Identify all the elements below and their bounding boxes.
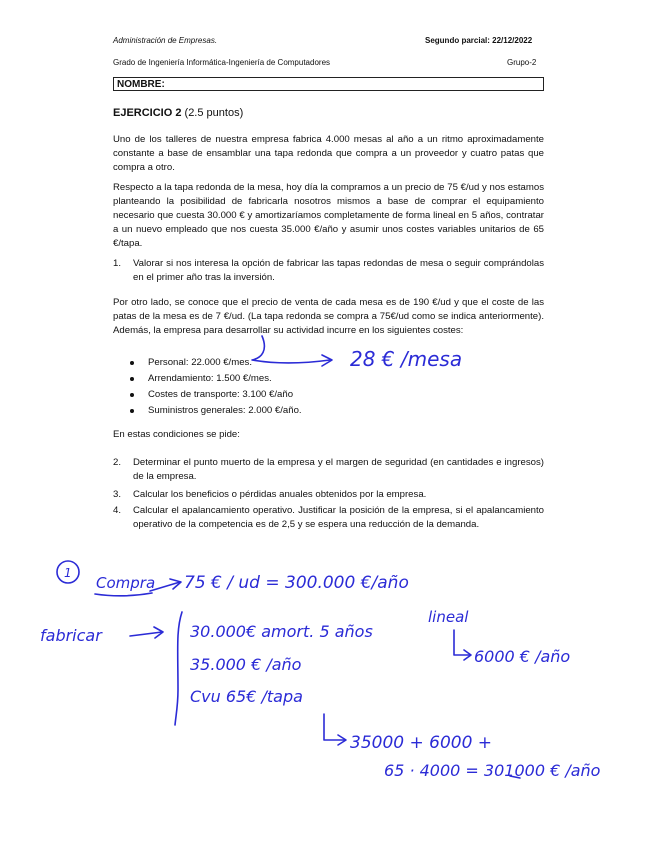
name-label: NOMBRE: xyxy=(117,79,165,90)
group-label: Grupo-2 xyxy=(507,58,537,67)
paragraph-intro: Uno de los talleres de nuestra empresa fabrica 4.000 mesas al año a un ritmo aproximadamente constante a base de ensamblar una tapa redonda que compra a un proveedor y cuatro patas que compra a otro. xyxy=(113,134,544,173)
exercise-title xyxy=(113,107,243,119)
fabricar-line-3: Cvu 65€ /tapa xyxy=(190,687,303,706)
exam-page: Administración de Empresas. Segundo parcial: 22/12/2022 Grado de Ingeniería Informática-Ingeniería de Computadores Grupo-2 NOMBRE: EJERCICIO 2 (2.5 puntos) Uno de los talleres de nuestra empresa fabrica 4.000 mesas al año a un ritmo aproximadamente constante a base de ensamblar una tapa redonda que compra a un proveedor y cuatro patas que compra a otro. Respecto a la tapa redonda de la mesa, hoy día la compramos a un precio de 75 €/ud y nos estamos planteando la posibilidad de fabricarla nosotros mismos a base de comprar el equipamiento necesario que cuesta 30.000 € y amortizaríamos completamente de forma lineal en 5 años, contratar a un nuevo empleado que nos cuesta 35.000 €/año y asumir unos costes variables unitarios de 65 €/tapa. 1. Valorar si nos interesa la opción de fabricar las tapas redondas de mesa o seguir comprándolas en el primer año tras la inversión. Por otro lado, se conoce que el precio de venta de cada mesa es de 190 €/ud y que el coste de las patas de la mesa es de 7 €/ud. (La tapa redonda se compra a 75€/ud como se indica anteriormente). Además, la empresa para desarrollar su actividad incurre en los siguientes costes: Personal: 22.000 €/mes. Arrendamiento: 1.500 €/mes. Costes de transporte: 3.100 €/año Suministros generales: 2.000 €/año. En estas condiciones se pide: 2. Determinar el punto muerto de la empresa y el margen de seguridad (en cantidades e ingresos) de la empresa. 3. Calcular los beneficios o pérdidas anuales obtenidos por la empresa. 4. Calcular el apalancamiento operativo. Justificar la posición de la empresa, si el apalancamiento operativo de la competencia es de 2,5 y se espera una reducción de la demanda. 28 € /mesa 1 Compra 75 € / ud = 300.000 €/año fabricar 30.000€ amort. 5 años lineal 6000 € /año 35.000 € /año Cvu 65€ /tapa 35000 + 6000 + 65 · 4000 = 301000 € /año xyxy=(0,0,655,848)
paragraph-prices: Por otro lado, se conoce que el precio de venta de cada mesa es de 190 €/ud y que el coste de las patas de la mesa es de 7 €/ud. (La tapa redonda se compra a 75€/ud como se indica anteriormente). Además, la empresa para desarrollar su actividad incurre en los siguientes costes: xyxy=(113,297,544,336)
fabricar-line-2: 35.000 € /año xyxy=(190,655,302,674)
course-name: Administración de Empresas. xyxy=(113,36,218,45)
question-text: Valorar si nos interesa la opción de fabricar las tapas redondas de mesa o seguir comprándolas en el primer año tras la inversión. xyxy=(133,258,544,283)
question-number: 1. xyxy=(113,258,122,269)
paragraph-tapa: Respecto a la tapa redonda de la mesa, hoy día la compramos a un precio de 75 €/ud y nos estamos planteando la posibilidad de fabricarla nosotros mismos a base de comprar el equipamiento necesario que cuesta 30.000 € y amortizaríamos completamente de forma lineal en 5 años, contratar a un nuevo empleado que nos cuesta 35.000 €/año y asumir unos costes variables unitarios de 65 €/tapa. xyxy=(113,182,544,249)
exercise-points: (2.5 puntos) xyxy=(181,107,244,119)
degree-name: Grado de Ingeniería Informática-Ingeniería de Computadores xyxy=(113,58,331,67)
exercise-label: EJERCICIO 2 xyxy=(113,107,182,119)
compra-calc: 75 € / ud = 300.000 €/año xyxy=(184,573,409,593)
lineal-result: 6000 € /año xyxy=(474,647,571,666)
note-mesa: 28 € /mesa xyxy=(350,347,463,371)
circle-number: 1 xyxy=(64,566,72,580)
exam-date: Segundo parcial: 22/12/2022 xyxy=(425,36,533,45)
sum-line-2: 65 · 4000 = 301000 € /año xyxy=(384,761,601,780)
paragraph-conditions: En estas condiciones se pide: xyxy=(113,429,240,440)
lineal-label: lineal xyxy=(428,608,469,626)
fabricar-label: fabricar xyxy=(40,626,102,645)
sum-line-1: 35000 + 6000 + xyxy=(350,733,493,753)
fabricar-line-1: 30.000€ amort. 5 años xyxy=(190,622,373,641)
compra-label: Compra xyxy=(96,574,156,592)
name-field xyxy=(113,77,544,91)
